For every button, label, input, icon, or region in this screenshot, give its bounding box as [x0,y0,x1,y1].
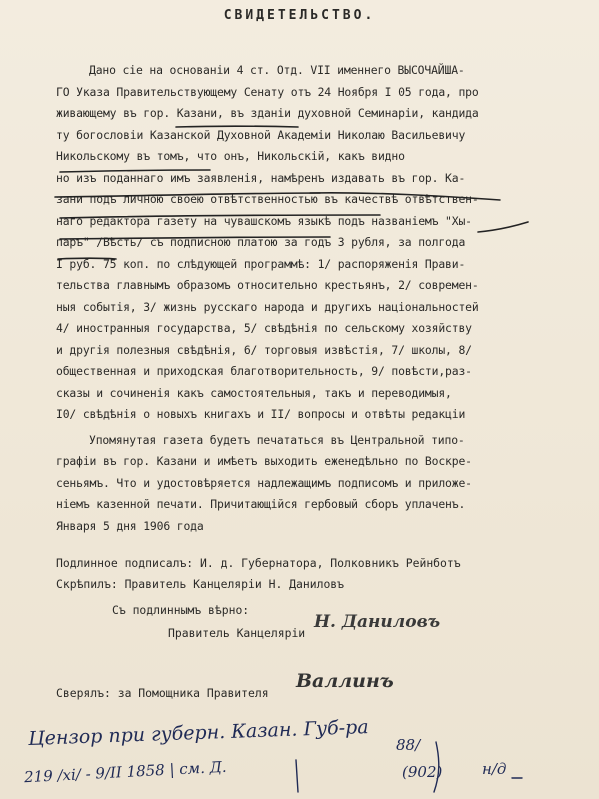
underline-mark [176,126,298,127]
text-line: Дано сiе на основанiи 4 ст. Отд. VII именнего ВЫСОЧАЙША- [89,63,465,77]
text-line: ныя событiя, 3/ жизнь русскаго народа и другихъ нацiональностей [56,299,479,314]
handwritten-divider [296,760,298,792]
text-line: нiемъ казенной печати. Причитающiйся гербовый сборъ уплаченъ. [56,497,466,511]
text-line: сеньямъ. Что и удостовѣряется надлежащимъ подписомъ и приложе- [56,475,472,490]
text-line: Никольскому въ томъ, что онъ, Никольскiй, какъ видно [56,149,405,163]
signature-chancellery: Н. Даниловъ [314,612,441,632]
handwritten-ref-top: 88/ [396,736,421,754]
text-line: ту богословiи Казанской Духовной Академiи Николаю Васильевичу [56,127,466,142]
handwritten-note-end: н/д [482,760,507,778]
text-line: и другiя полезныя свѣдѣнiя, 6/ торговыя извѣстiя, 7/ школы, 8/ [56,342,472,357]
underline-mark [478,222,528,232]
date-line: Января 5 дня 1906 года [56,518,204,533]
text-line: графiи въ гор. Казани и имѣетъ выходить еженедѣльно по Воскре- [56,454,472,468]
text-line: I0/ свѣдѣнiя о новыхъ книгахъ и II/ вопросы и отвѣты редакцiи [56,407,466,421]
text-line: но изъ поданнаго имъ заявленiя, намѣренъ издавать въ гор. Ка- [56,170,466,185]
handwritten-ref-bottom: (902) [402,763,443,781]
underline-mark [60,237,330,239]
countersigned-line: Скрѣпилъ: Правитель Канцелярiи Н. Даниловъ [56,577,345,591]
handwritten-note-line2: 219 /xi/ - 9/II 1858 | см. Д. [23,757,228,787]
text-line: наго редактора газету на чувашскомъ языкѣ подъ названiемъ "Хы- [56,213,472,228]
handwritten-note-line1: Цензор при губерн. Казан. Губ-ра [27,716,369,750]
checked-label: Сверялъ: за Помощника Правителя [56,686,269,700]
underline-mark [60,170,210,172]
text-line: зани подъ личною своею отвѣтственностью въ качествѣ отвѣтствен- [56,192,479,206]
text-line: живающему въ гор. Казани, въ зданiи духовной Семинарiи, кандида [56,106,479,120]
text-line: общественная и приходская благотворительность, 9/ повѣсти,раз- [56,364,472,378]
underline-mark [60,215,380,218]
text-line: Упомянутая газета будетъ печататься въ Центральной типо- [89,432,465,447]
underline-mark [55,193,320,197]
text-line: ГО Указа Правительствующему Сенату отъ 24 Ноября I 05 года, про [56,84,479,99]
chancellery-head-label: Правитель Канцелярiи [168,626,306,640]
underline-mark [310,193,500,200]
original-signed-line: Подлинное подписалъ: И. д. Губернатора, Полковникъ Рейнботъ [56,556,461,570]
text-line: паръ" /Вѣсть/ съ подписною платою за годъ 3 рубля, за полгода [56,235,466,249]
signature-assistant: Валлинъ [296,670,394,692]
text-line: тельства главнымъ образомъ относительно крестьянъ, 2/ современ- [56,278,479,292]
handwritten-bracket [434,742,439,792]
underline-mark [58,258,116,259]
text-line: I руб. 75 коп. по слѣдующей программѣ: 1/ распоряженiя Прави- [56,256,466,271]
document-title: СВИДЕТЕЛЬСТВО. [223,8,376,23]
true-copy-label: Съ подлиннымъ вѣрно: [112,603,250,617]
text-line: 4/ иностранныя государства, 5/ свѣдѣнiя по сельскому хозяйству [56,321,472,335]
text-line: сказы и сочиненiя какъ самостоятельныя, такъ и переводимыя, [56,385,452,400]
